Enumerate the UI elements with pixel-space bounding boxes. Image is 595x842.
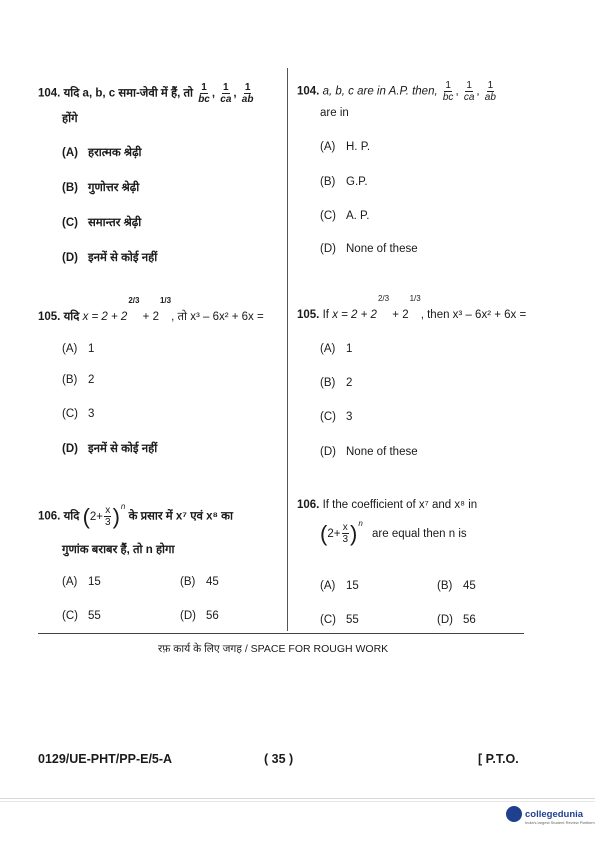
exponent: 2/3: [377, 294, 390, 303]
q105-en-number: 105.: [297, 308, 320, 321]
q104-en-option-c: (C) A. P.: [320, 210, 370, 222]
q105-hi-pre: यदि: [63, 310, 80, 323]
q105-en-option-a: (A) 1: [320, 343, 353, 355]
binomial-expression: ( 2+ $\frac{x}{3}$ ) $^n$: [82, 502, 126, 529]
q106-hindi-stem: [38, 502, 233, 529]
q106-en-number: 106.: [297, 499, 320, 511]
fraction: $\frac{1}{ab}$: [484, 80, 496, 103]
q104-hi-option-a: (A) हरात्मक श्रेढ़ी: [62, 147, 142, 159]
q104-hi-text: यदि a, b, c समा-जेवी में हैं, तो: [63, 87, 193, 100]
column-divider: [287, 68, 288, 631]
fraction: $\frac{1}{ab}$: [241, 82, 254, 105]
q104-en-number: 104.: [297, 85, 320, 98]
q106-en-option-b: (B) 45: [437, 580, 476, 592]
exponent: 2/3: [128, 296, 140, 305]
q105-english-stem: [297, 294, 527, 321]
q104-en-text: a, b, c are in A.P. then,: [322, 85, 438, 98]
page-number: ( 35 ): [264, 752, 294, 766]
q106-en-text: If the coefficient of x⁷ and x⁸ in: [322, 499, 478, 511]
q105-en-option-d: (D) None of these: [320, 446, 418, 458]
fraction: $\frac{1}{ca}$: [463, 80, 475, 103]
logo-icon: [506, 806, 522, 822]
expr-part: x = 2 + 2: [82, 310, 128, 323]
binomial-expression: ( 2+ $\frac{x}{3}$ ) $^n$: [320, 519, 363, 546]
q105-hi-option-c: (C) 3: [62, 408, 95, 420]
bottom-rule: [38, 633, 524, 634]
q104-en-option-a: (A) H. P.: [320, 141, 371, 153]
q105-hi-option-d: (D) इनमें से कोई नहीं: [62, 443, 158, 455]
q104-english-stem: 104. a, b, c are in A.P. then, $\frac{1}{bc}$ , $\frac{1}{ca}$ , $\frac{1}{ab}$: [297, 80, 496, 103]
q106-hi-option-d: (D) 56: [180, 610, 219, 622]
q105-hindi-stem: [38, 296, 264, 324]
expr-part: + 2: [392, 308, 409, 321]
q105-hi-number: 105.: [38, 310, 61, 323]
q105-hi-option-b: (B) 2: [62, 374, 95, 386]
q106-en-cont-row: [320, 519, 467, 546]
q106-en-option-d: (D) 56: [437, 614, 476, 626]
q105-en-pre: If: [322, 308, 329, 321]
q105-en-post: , then x³ – 6x² + 6x =: [420, 308, 527, 321]
q104-hi-cont: होंगे: [62, 113, 78, 125]
q105-hi-post: , तो x³ – 6x² + 6x =: [171, 310, 264, 323]
pto-label: [ P.T.O.: [478, 752, 519, 766]
q104-hi-option-d: (D) इनमें से कोई नहीं: [62, 252, 158, 264]
fraction: $\frac{1}{bc}$: [442, 80, 454, 103]
expr-part: + 2: [142, 310, 159, 323]
q105-en-option-c: (C) 3: [320, 411, 353, 423]
q106-hi-pre: यदि: [63, 510, 80, 523]
q106-english-stem: [297, 499, 477, 511]
q104-en-cont: are in: [320, 107, 349, 119]
scan-line: [0, 801, 595, 802]
q104-hi-number: 104.: [38, 87, 61, 100]
rough-work-label: रफ़ कार्य के लिए जगह / SPACE FOR ROUGH WORK: [158, 643, 389, 655]
logo-tagline: India's largest Student Review Platform: [525, 820, 595, 825]
q106-en-option-c: (C) 55: [320, 614, 359, 626]
q104-hi-option-c: (C) समान्तर श्रेढ़ी: [62, 217, 142, 229]
expr-part: x = 2 + 2: [332, 308, 377, 321]
q106-en-cont: are equal then n is: [372, 527, 467, 540]
q105-en-option-b: (B) 2: [320, 377, 353, 389]
q106-hi-option-b: (B) 45: [180, 576, 219, 588]
paper-code: 0129/UE-PHT/PP-E/5-A: [38, 752, 173, 766]
exponent: 1/3: [159, 296, 172, 305]
q104-en-option-d: (D) None of these: [320, 243, 418, 255]
q104-hindi-stem: 104. यदि a, b, c समा-जेवी में हैं, तो $\frac{1}{bc}$ , $\frac{1}{ca}$ , $\frac{1}{ab}$: [38, 82, 254, 105]
logo-name: collegedunia: [525, 808, 584, 820]
q104-hi-option-b: (B) गुणोत्तर श्रेढ़ी: [62, 182, 140, 194]
exponent: 1/3: [409, 294, 421, 303]
scan-line: [0, 798, 595, 799]
q106-hi-number: 106.: [38, 510, 61, 523]
q104-en-option-b: (B) G.P.: [320, 176, 368, 188]
q106-hi-option-c: (C) 55: [62, 610, 101, 622]
fraction: $\frac{1}{ca}$: [220, 82, 232, 105]
q106-hi-post: के प्रसार में x⁷ एवं x⁸ का: [128, 510, 233, 523]
q105-hi-option-a: (A) 1: [62, 343, 95, 355]
q106-en-option-a: (A) 15: [320, 580, 359, 592]
fraction: $\frac{1}{bc}$: [198, 82, 210, 105]
q106-hi-option-a: (A) 15: [62, 576, 101, 588]
q106-hi-cont: गुणांक बराबर हैं, तो n होगा: [62, 544, 175, 556]
